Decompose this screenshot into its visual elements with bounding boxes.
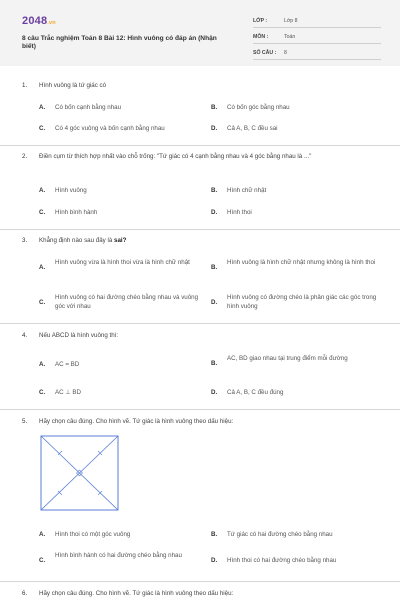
option-letter: A. [39, 264, 46, 271]
question-number: 2. [22, 153, 28, 160]
question-divider [0, 145, 400, 146]
question-text-prefix: Khẳng định nào sau đây là [39, 237, 114, 244]
option-text: Có 4 góc vuông và bốn cạnh bằng nhau [55, 125, 165, 132]
option-letter: B. [211, 360, 218, 367]
square-figure [40, 435, 122, 513]
question-divider [0, 409, 400, 410]
option-letter: C. [39, 389, 46, 396]
question-divider [0, 581, 400, 582]
option-text: Cả A, B, C đều sai [227, 125, 278, 132]
site-logo[interactable] [22, 15, 56, 27]
meta-field-count [253, 48, 381, 60]
option-text: Hình vuông có hai đường chéo bằng nhau và vuông góc với nhau [55, 294, 199, 310]
option-letter: A. [39, 361, 46, 368]
option-text: AC = BD [55, 361, 80, 368]
option-text: Hình thoi có một góc vuông [55, 531, 131, 538]
option-text: Có bốn góc bằng nhau [227, 104, 290, 111]
option-text: Hình thoi [227, 209, 252, 216]
option-text: AC, BD giao nhau tại trung điểm mỗi đường [227, 355, 348, 362]
option-text: Hình thoi có hai đường chéo bằng nhau [227, 557, 337, 564]
option-letter: C. [39, 125, 46, 132]
option-letter: A. [39, 104, 46, 111]
option-text: Hình vuông [55, 187, 87, 194]
meta-value: 8 [284, 50, 287, 56]
option-letter: D. [211, 389, 218, 396]
question-number: 5. [22, 418, 28, 425]
question-number: 4. [22, 332, 28, 339]
option-text: AC ⊥ BD [55, 389, 82, 396]
option-letter: D. [211, 125, 218, 132]
question-text: Hãy chọn câu đúng. Cho hình vẽ. Tứ giác là hình vuông theo dấu hiệu: [39, 590, 234, 597]
option-letter: D. [211, 299, 218, 306]
option-letter: D. [211, 209, 218, 216]
option-text: Tứ giác có hai đường chéo bằng nhau [227, 531, 333, 538]
question-divider [0, 229, 400, 230]
logo-main: 2048 [22, 15, 48, 27]
option-letter: B. [211, 531, 218, 538]
meta-value: Lớp 8 [284, 18, 298, 24]
option-letter: B. [211, 104, 218, 111]
meta-field-subject [253, 32, 381, 44]
question-text: Hình vuông là tứ giác có [39, 82, 107, 89]
meta-label: SỐ CÂU : [253, 50, 277, 56]
question-number: 6. [22, 590, 28, 597]
meta-value: Toán [284, 34, 296, 40]
option-text: Hình vuông là hình chữ nhật nhưng không là hình thoi [227, 259, 376, 266]
option-text: Hình bình hành có hai đường chéo bằng nhau [55, 552, 182, 559]
page-header [0, 0, 400, 66]
option-letter: A. [39, 531, 46, 538]
question-text: Hãy chọn câu đúng. Cho hình vẽ. Tứ giác là hình vuông theo dấu hiệu: [39, 418, 234, 425]
question-number: 1. [22, 82, 28, 89]
option-letter: C. [39, 299, 46, 306]
question-text-emphasis: sai? [114, 237, 127, 244]
option-letter: C. [39, 557, 46, 564]
question-text: Điền cụm từ thích hợp nhất vào chỗ trống: "Tứ giác có 4 cạnh bằng nhau và 4 góc bằng nhau là ..." [39, 153, 312, 160]
option-text: Hình bình hành [55, 209, 98, 216]
option-text: Có bốn cạnh bằng nhau [55, 104, 122, 111]
meta-label: MÔN : [253, 34, 269, 40]
option-letter: C. [39, 209, 46, 216]
option-text: Hình vuông có đường chéo là phân giác các góc trong hình vuông [227, 294, 377, 310]
logo-tld: .vn [47, 20, 56, 26]
option-letter: A. [39, 187, 46, 194]
meta-label: LỚP : [253, 18, 268, 24]
question-text [39, 237, 379, 246]
option-letter: B. [211, 187, 218, 194]
option-text: Hình chữ nhật [227, 187, 267, 194]
option-letter: D. [211, 557, 218, 564]
meta-field-grade [253, 16, 381, 28]
document-title: 8 câu Trắc nghiệm Toán 8 Bài 12: Hình vuông có đáp án (Nhận biết) [22, 35, 217, 51]
question-text: Nếu ABCD là hình vuông thì: [39, 332, 119, 339]
option-text: Cả A, B, C đều đúng [227, 389, 284, 396]
option-text: Hình vuông vừa là hình thoi vừa là hình chữ nhật [55, 259, 190, 266]
question-divider [0, 323, 400, 324]
option-letter: B. [211, 264, 218, 271]
question-number: 3. [22, 237, 28, 244]
